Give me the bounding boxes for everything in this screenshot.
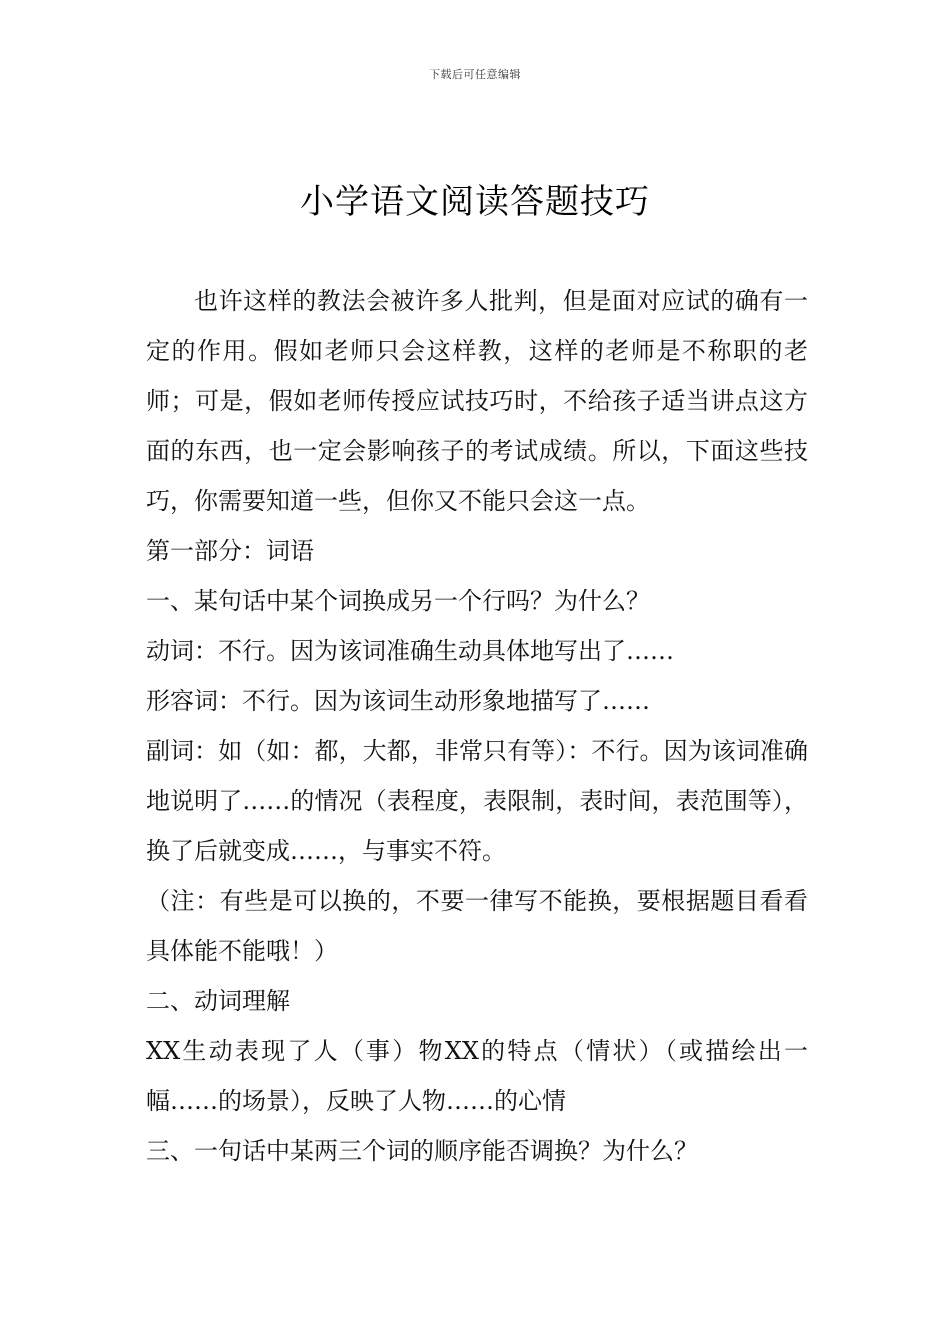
header-note: 下载后可任意编辑 (429, 68, 521, 81)
adjective-answer: 形容词：不行。因为该词生动形象地描写了…… (146, 687, 650, 715)
document-title: 小学语文阅读答题技巧 (300, 182, 650, 222)
intro-paragraph: 也许这样的教法会被许多人批判，但是面对应试的确有一定的作用。假如老师只会这样教，这样的老师是不称职的老师；可是，假如老师传授应试技巧时，不给孩子适当讲点这方面的东西，也一定会影响孩子的考试成绩。所以，下面这些技巧，你需要知道一些，但你又不能只会这一点。 (146, 287, 808, 515)
adverb-answer: 副词：如（如：都，大都，非常只有等）：不行。因为该词准确地说明了……的情况（表程度，表限制，表时间，表范围等），换了后就变成……，与事实不符。 (146, 737, 808, 865)
question-one: 一、某句话中某个词换成另一个行吗？为什么？ (146, 587, 650, 615)
section-heading-words: 第一部分：词语 (146, 537, 314, 565)
note-paragraph: （注：有些是可以换的，不要一律写不能换，要根据题目看看具体能不能哦！） (146, 887, 808, 965)
question-three: 三、一句话中某两三个词的顺序能否调换？为什么？ (146, 1137, 698, 1165)
verb-answer: 动词：不行。因为该词准确生动具体地写出了…… (146, 637, 674, 665)
document-body (146, 276, 808, 1176)
question-two: 二、动词理解 (146, 987, 290, 1015)
verb-understanding: XX生动表现了人（事）物XX的特点（情状）（或描绘出一幅……的场景），反映了人物……的心情 (146, 1037, 808, 1115)
